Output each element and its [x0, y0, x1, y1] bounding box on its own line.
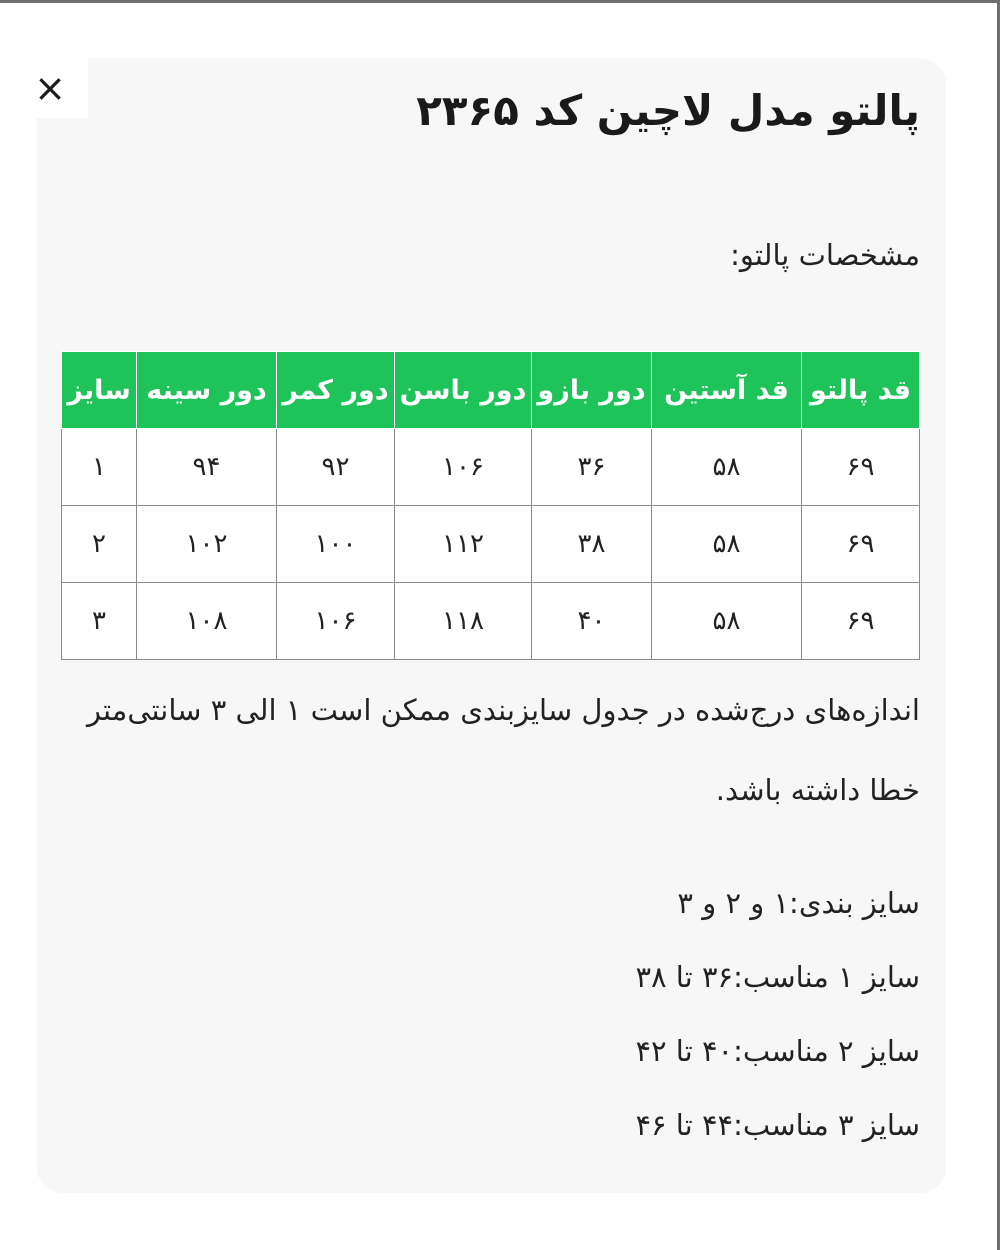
- table-cell: ۱۰۲: [137, 506, 277, 583]
- table-row: [62, 583, 920, 660]
- table-cell: ۳۶: [532, 429, 652, 506]
- table-cell: ۱۰۸: [137, 583, 277, 660]
- size-table: [61, 351, 920, 660]
- table-cell: ۱۰۶: [395, 429, 532, 506]
- table-cell: ۳: [62, 583, 137, 660]
- table-cell: ۵۸: [652, 429, 802, 506]
- table-cell: ۵۸: [652, 506, 802, 583]
- list-item: سایز ۳ مناسب:۴۴ تا ۴۶: [635, 1108, 920, 1142]
- table-cell: ۱: [62, 429, 137, 506]
- product-details-card: [37, 58, 946, 1193]
- table-cell: ۱۱۸: [395, 583, 532, 660]
- table-header-row: [62, 352, 920, 429]
- header-sleeve-length: قد آستین: [652, 352, 802, 429]
- header-size: سایز: [62, 352, 137, 429]
- close-button[interactable]: [12, 58, 88, 118]
- table-cell: ۱۰۰: [277, 506, 395, 583]
- window-top-border: [0, 0, 1000, 3]
- header-waist-circumference: دور کمر: [277, 352, 395, 429]
- table-row: [62, 429, 920, 506]
- specs-heading: مشخصات پالتو:: [730, 238, 920, 272]
- table-row: [62, 506, 920, 583]
- table-cell: ۹۴: [137, 429, 277, 506]
- header-arm-circumference: دور بازو: [532, 352, 652, 429]
- table-cell: ۶۹: [802, 583, 920, 660]
- header-coat-length: قد پالتو: [802, 352, 920, 429]
- table-cell: ۱۱۲: [395, 506, 532, 583]
- table-cell: ۱۰۶: [277, 583, 395, 660]
- table-cell: ۳۸: [532, 506, 652, 583]
- list-item: سایز بندی:۱ و ۲ و ۳: [677, 886, 920, 920]
- table-cell: ۶۹: [802, 429, 920, 506]
- list-item: سایز ۲ مناسب:۴۰ تا ۴۲: [635, 1034, 920, 1068]
- table-cell: ۲: [62, 506, 137, 583]
- table-cell: ۴۰: [532, 583, 652, 660]
- sizing-disclaimer: اندازه‌های درج‌شده در جدول سایزبندی ممکن است ۱ الی ۳ سانتی‌متر خطا داشته باشد.: [87, 693, 920, 807]
- header-hip-circumference: دور باسن: [395, 352, 532, 429]
- size-list: [60, 866, 920, 1162]
- product-title: پالتو مدل لاچین کد ۲۳۶۵: [416, 86, 920, 135]
- table-cell: ۵۸: [652, 583, 802, 660]
- list-item: سایز ۱ مناسب:۳۶ تا ۳۸: [635, 960, 920, 994]
- table-cell: ۹۲: [277, 429, 395, 506]
- close-icon[interactable]: ×: [34, 66, 66, 110]
- header-chest-circumference: دور سینه: [137, 352, 277, 429]
- table-cell: ۶۹: [802, 506, 920, 583]
